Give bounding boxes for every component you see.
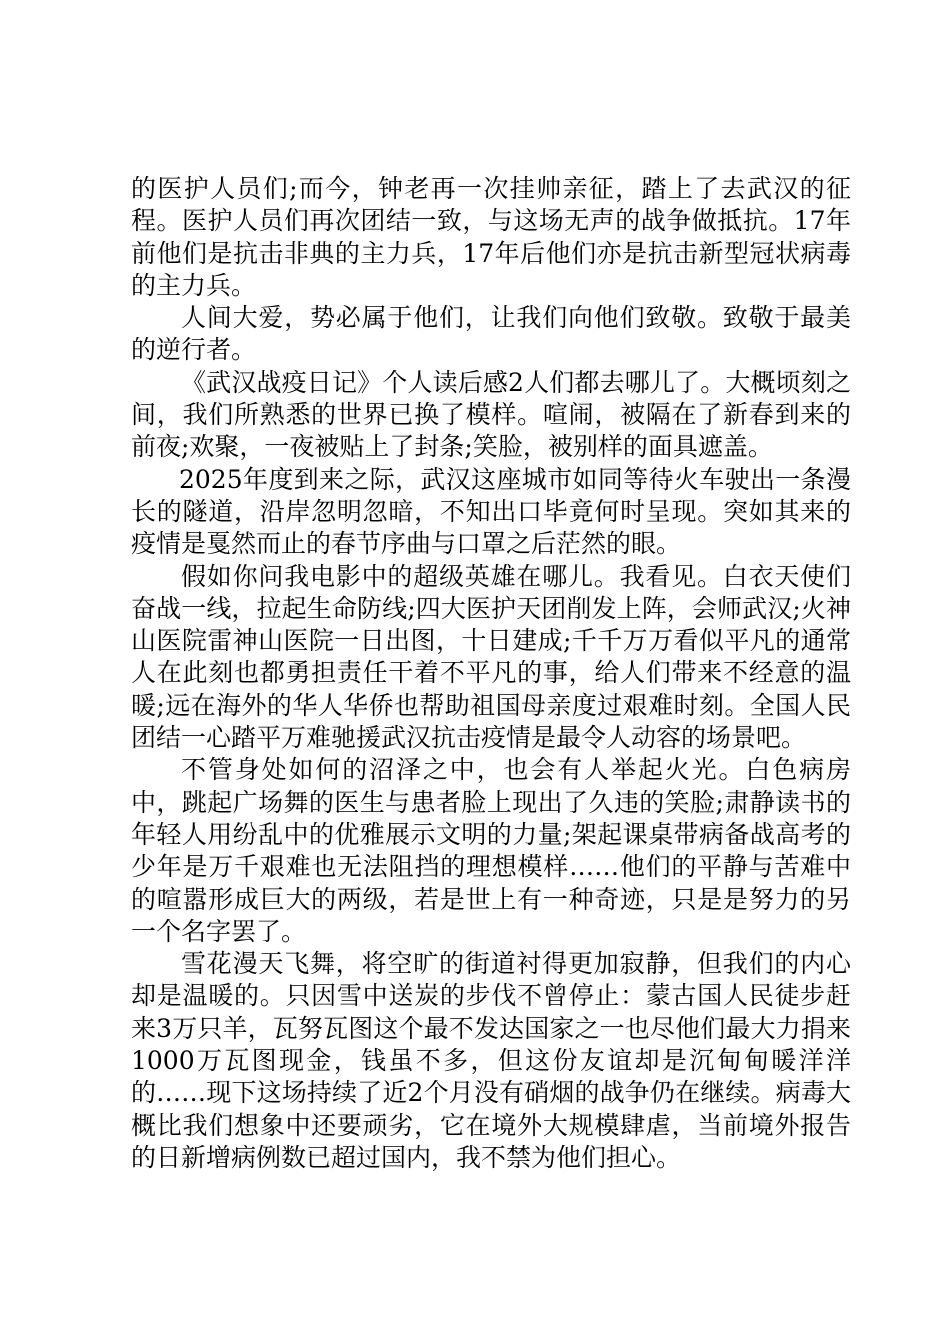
- paragraph-5: 假如你问我电影中的超级英雄在哪儿。我看见。白衣天使们奋战一线，拉起生命防线;四大医护天团削发上阵，会师武汉;火神山医院雷神山医院一日出图，十日建成;千千万万看似平凡的通常人在此刻也都勇担责任干着不平凡的事，给人们带来不经意的温暖;远在海外的华人华侨也帮助祖国母亲度过艰难时刻。全国人民团结一心踏平万难驰援武汉抗击疫情是最令人动容的场景吧。: [131, 561, 851, 753]
- paragraph-4: 2025年度到来之际，武汉这座城市如同等待火车驶出一条漫长的隧道，沿岸忽明忽暗，不知出口毕竟何时呈现。突如其来的疫情是戛然而止的春节序曲与口罩之后茫然的眼。: [131, 464, 851, 559]
- document-body: [131, 173, 851, 1174]
- paragraph-6: 不管身处如何的沼泽之中，也会有人举起火光。白色病房中，跳起广场舞的医生与患者脸上现出了久违的笑脸;肃静读书的年轻人用纷乱中的优雅展示文明的力量;架起课桌带病备战高考的少年是万千艰难也无法阻挡的理想模样……他们的平静与苦难中的喧嚣形成巨大的两级，若是世上有一种奇迹，只是是努力的另一个名字罢了。: [131, 755, 851, 946]
- paragraph-2: 人间大爱，势必属于他们，让我们向他们致敬。致敬于最美的逆行者。: [131, 303, 851, 365]
- paragraph-1: 的医护人员们;而今，钟老再一次挂帅亲征，踏上了去武汉的征程。医护人员们再次团结一致，与这场无声的战争做抵抗。17年前他们是抗击非典的主力兵，17年后他们亦是抗击新型冠状病毒的主力兵。: [131, 174, 851, 300]
- paragraph-3: 《武汉战疫日记》个人读后感2人们都去哪儿了。大概顷刻之间，我们所熟悉的世界已换了模样。喧闹，被隔在了新春到来的前夜;欢聚，一夜被贴上了封条;笑脸，被别样的面具遮盖。: [131, 367, 851, 462]
- paragraph-7: 雪花漫天飞舞，将空旷的街道衬得更加寂静，但我们的内心却是温暖的。只因雪中送炭的步伐不曾停止：蒙古国人民徒步赶来3万只羊，瓦努瓦图这个最不发达国家之一也尽他们最大力捐来1000万瓦图现金，钱虽不多，但这份友谊却是沉甸甸暖洋洋的……现下这场持续了近2个月没有硝烟的战争仍在继续。病毒大概比我们想象中还要顽劣，它在境外大规模肆虐，当前境外报告的日新增病例数已超过国内，我不禁为他们担心。: [131, 949, 851, 1172]
